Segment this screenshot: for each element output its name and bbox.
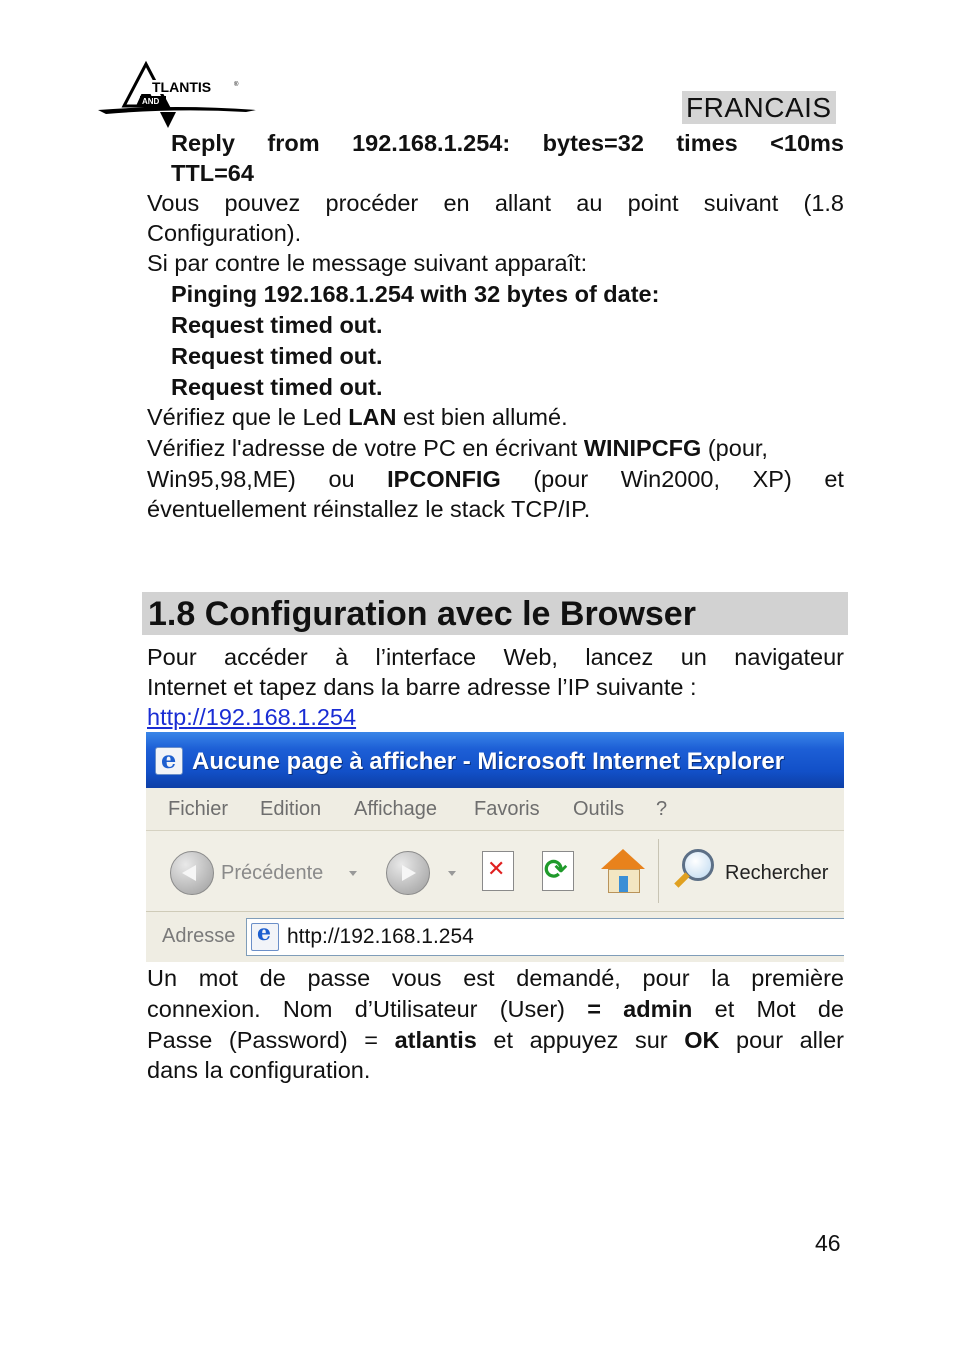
search-icon[interactable] xyxy=(672,847,718,893)
credentials-line xyxy=(147,994,844,1024)
menu-item-help[interactable]: ? xyxy=(656,798,668,820)
bold-term: OK xyxy=(684,1027,720,1053)
atlantis-logo xyxy=(96,60,261,132)
forward-dropdown-icon[interactable] xyxy=(448,871,456,876)
timeout-line: Request timed out. xyxy=(171,312,383,338)
bold-term: IPCONFIG xyxy=(387,466,501,492)
paragraph-line: Si par contre le message suivant apparaît: xyxy=(147,250,588,276)
text-run: est bien allumé. xyxy=(396,404,568,430)
menu-item-outils[interactable]: Outils xyxy=(573,798,625,820)
ping-line: Pinging 192.168.1.254 with 32 bytes of date: xyxy=(171,281,660,307)
address-bar xyxy=(146,912,844,962)
text-run: et xyxy=(824,466,844,492)
menu-item-affichage[interactable]: Affichage xyxy=(354,798,438,820)
paragraph-line: Un mot de passe vous est demandé, pour la première xyxy=(147,965,844,991)
language-label: FRANCAIS xyxy=(682,91,836,124)
internet-explorer-icon xyxy=(155,747,183,775)
router-url-link[interactable]: http://192.168.1.254 xyxy=(147,704,357,730)
text-run: Vérifiez l'adresse de votre PC en écrivant xyxy=(147,435,584,461)
text-run: et Mot de xyxy=(692,996,844,1022)
home-icon[interactable] xyxy=(601,849,645,893)
section-heading xyxy=(142,592,848,635)
browser-window-title: Aucune page à afficher - Microsoft Internet Explorer xyxy=(192,748,785,775)
svg-text:AND: AND xyxy=(142,97,160,106)
paragraph-line: dans la configuration. xyxy=(147,1057,371,1083)
text-run: Win2000, xyxy=(620,466,721,492)
atlantis-logo-icon xyxy=(96,60,261,132)
text-run: et appuyez sur xyxy=(476,1027,685,1053)
browser-menu-bar xyxy=(146,788,844,831)
text-run: ou xyxy=(328,466,355,492)
text-run: (pour xyxy=(533,466,589,492)
pc-check-line-2 xyxy=(147,464,844,494)
page-number: 46 xyxy=(815,1230,841,1256)
forward-arrow-icon[interactable] xyxy=(386,851,430,895)
svg-text:TLANTIS: TLANTIS xyxy=(152,79,212,95)
text-run: (pour, xyxy=(701,435,768,461)
pc-check-line xyxy=(147,433,768,463)
browser-toolbar xyxy=(146,831,844,912)
text-run: XP) xyxy=(752,466,792,492)
browser-title-bar xyxy=(146,732,844,788)
menu-item-edition[interactable]: Edition xyxy=(260,798,322,820)
section-title: 1.8 Configuration avec le Browser xyxy=(148,595,696,633)
back-dropdown-icon[interactable] xyxy=(349,871,357,876)
refresh-icon[interactable] xyxy=(542,851,574,891)
home-door xyxy=(619,876,628,892)
text-run: pour aller xyxy=(719,1027,844,1053)
home-roof xyxy=(601,849,645,869)
credentials-line xyxy=(147,1025,844,1055)
address-label: Adresse xyxy=(162,925,236,947)
bold-term: LAN xyxy=(348,404,397,430)
page-icon xyxy=(251,923,279,951)
text-run: connexion. Nom d’Utilisateur (User) xyxy=(147,996,588,1022)
text-run: Passe (Password) = xyxy=(147,1027,395,1053)
reply-line: Reply from 192.168.1.254: bytes=32 times <10ms xyxy=(171,130,844,156)
ttl-line: TTL=64 xyxy=(171,160,254,186)
paragraph-line: Configuration). xyxy=(147,220,302,246)
back-button-label[interactable]: Précédente xyxy=(221,862,324,884)
back-arrow-icon[interactable] xyxy=(170,851,214,895)
stop-icon[interactable] xyxy=(482,851,514,891)
timeout-line: Request timed out. xyxy=(171,343,383,369)
text-run: Win95,98,ME) xyxy=(147,466,296,492)
bold-term: atlantis xyxy=(394,1027,477,1053)
timeout-line: Request timed out. xyxy=(171,374,383,400)
paragraph-line: Internet et tapez dans la barre adresse l’IP suivante : xyxy=(147,674,697,700)
led-check-line xyxy=(147,402,568,432)
bold-term: WINIPCFG xyxy=(583,435,702,461)
paragraph-line: Vous pouvez procéder en allant au point suivant (1.8 xyxy=(147,190,844,216)
browser-screenshot xyxy=(146,732,844,962)
menu-item-fichier[interactable]: Fichier xyxy=(168,798,229,820)
paragraph-line: éventuellement réinstallez le stack TCP/IP. xyxy=(147,496,591,522)
menu-item-favoris[interactable]: Favoris xyxy=(474,798,540,820)
text-run: Vérifiez que le Led xyxy=(147,404,349,430)
svg-text:®: ® xyxy=(234,82,239,88)
toolbar-separator xyxy=(658,839,659,903)
address-input[interactable] xyxy=(246,918,844,956)
paragraph-line: Pour accéder à l’interface Web, lancez un navigateur xyxy=(147,644,844,670)
bold-term: = admin xyxy=(587,996,693,1022)
address-value[interactable]: http://192.168.1.254 xyxy=(287,925,474,948)
search-handle xyxy=(674,872,690,888)
search-button-label[interactable]: Rechercher xyxy=(725,862,829,884)
